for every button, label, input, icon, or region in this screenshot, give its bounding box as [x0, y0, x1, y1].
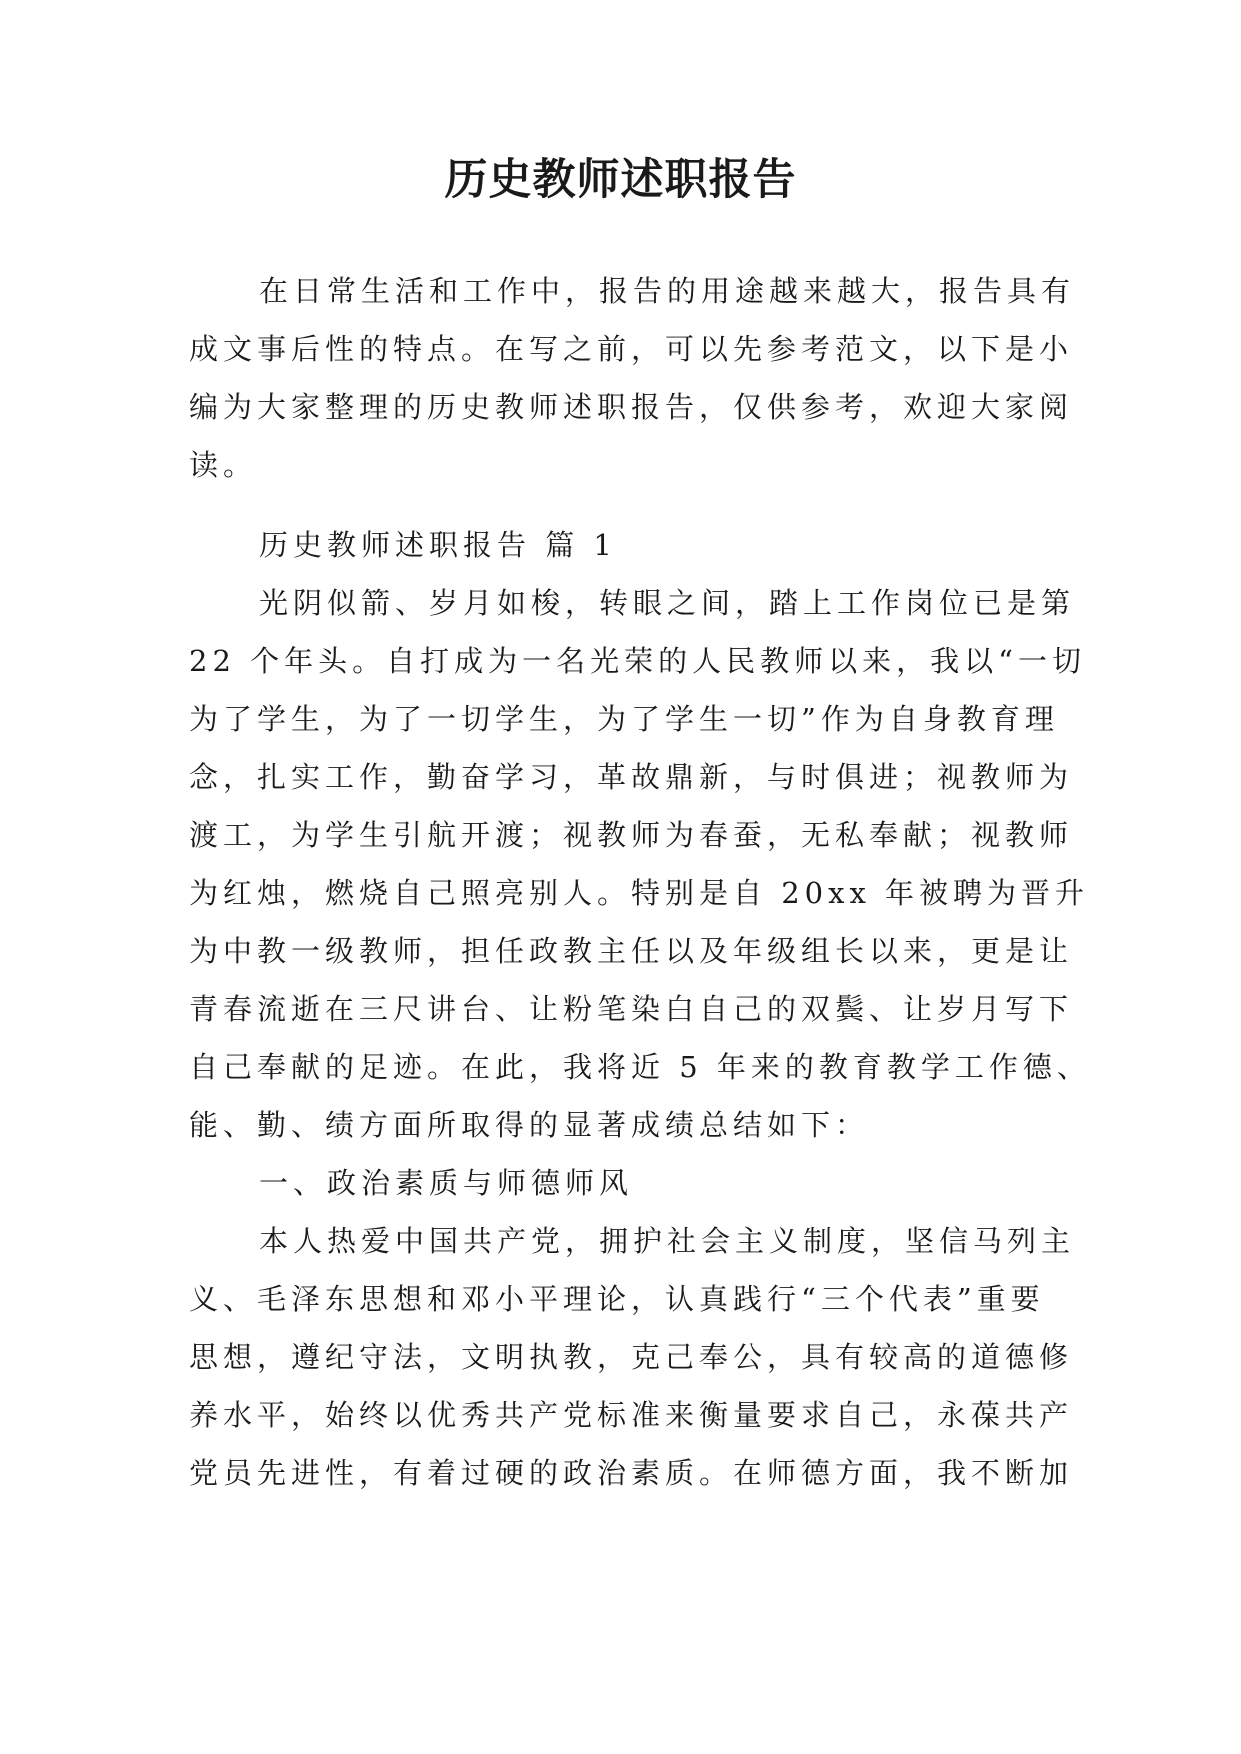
section-heading: 历史教师述职报告 篇 1 — [259, 528, 617, 562]
body-line: 自己奉献的足迹。在此，我将近 5 年来的教育教学工作德、 — [189, 1050, 1091, 1084]
intro-line: 成文事后性的特点。在写之前，可以先参考范文，以下是小 — [189, 332, 1074, 366]
body-line: 养水平，始终以优秀共产党标准来衡量要求自己，永葆共产 — [189, 1398, 1074, 1432]
subsection-heading: 一、政治素质与师德师风 — [259, 1166, 634, 1200]
intro-line: 编为大家整理的历史教师述职报告，仅供参考，欢迎大家阅 — [189, 390, 1074, 424]
body-line: 为了学生，为了一切学生，为了学生一切”作为自身教育理 — [189, 702, 1059, 736]
intro-line: 在日常生活和工作中，报告的用途越来越大，报告具有 — [259, 274, 1076, 308]
body-line: 22 个年头。自打成为一名光荣的人民教师以来，我以“一切 — [189, 644, 1086, 678]
body-line: 本人热爱中国共产党，拥护社会主义制度，坚信马列主 — [259, 1224, 1076, 1258]
report-section — [189, 516, 1091, 1502]
body-line: 为红烛，燃烧自己照亮别人。特别是自 20xx 年被聘为晋升 — [189, 876, 1090, 910]
document-title: 历史教师述职报告 — [444, 155, 797, 205]
body-line: 青春流逝在三尺讲台、让粉笔染白自己的双鬓、让岁月写下 — [189, 992, 1074, 1026]
body-line: 能、勤、绩方面所取得的显著成绩总结如下： — [189, 1108, 870, 1142]
body-line: 党员先进性，有着过硬的政治素质。在师德方面，我不断加 — [189, 1456, 1074, 1490]
intro-line: 读。 — [189, 448, 258, 482]
body-line: 义、毛泽东思想和邓小平理论，认真践行“三个代表”重要 — [189, 1282, 1045, 1316]
intro-paragraph — [189, 262, 1076, 494]
body-line: 念，扎实工作，勤奋学习，革故鼎新，与时俱进；视教师为 — [189, 760, 1074, 794]
body-line: 为中教一级教师，担任政教主任以及年级组长以来，更是让 — [189, 934, 1074, 968]
body-line: 渡工，为学生引航开渡；视教师为春蚕，无私奉献；视教师 — [189, 818, 1074, 852]
body-line: 思想，遵纪守法，文明执教，克己奉公，具有较高的道德修 — [189, 1340, 1074, 1374]
body-line: 光阴似箭、岁月如梭，转眼之间，踏上工作岗位已是第 — [259, 586, 1076, 620]
